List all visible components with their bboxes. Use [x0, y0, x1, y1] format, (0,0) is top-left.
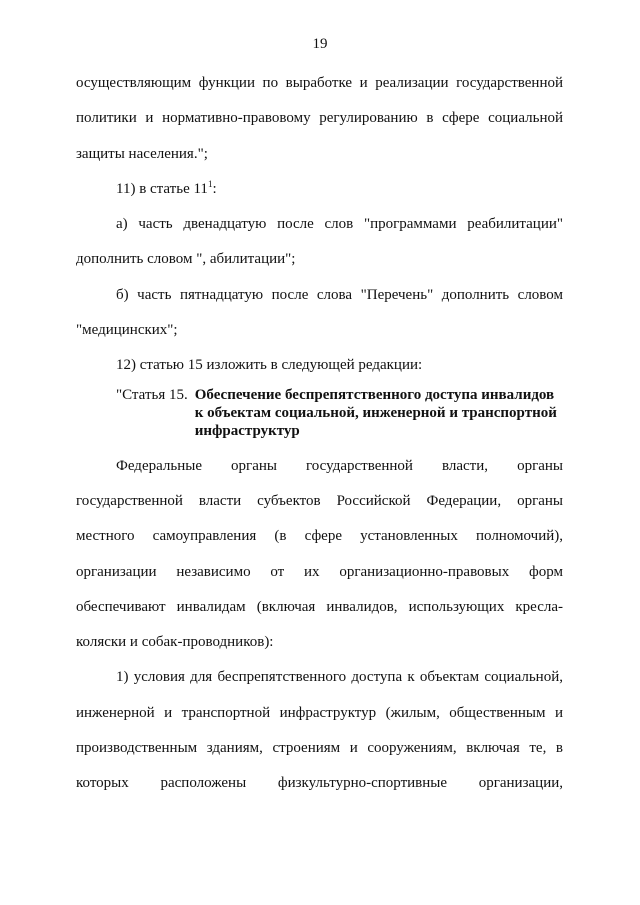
paragraph-item-11 — [76, 172, 563, 207]
paragraph-article-intro: Федеральные органы государственной власти, органы государственной власти субъектов Российской Федерации, органы местного самоуправления (в сфере установленных полномочий), организации независимо от их организационно-правовых форм обеспечивают инвалидам (включая инвалидов, использующих кресла-коляски и собак-проводников): — [76, 457, 563, 651]
paragraph-subitem-b: б) часть пятнадцатую после слова "Перечень" дополнить словом "медицинских"; — [76, 286, 563, 339]
paragraph-continuation: осуществляющим функции по выработке и реализации государственной политики и нормативно-правовому регулированию в сфере социальной защиты населения."; — [76, 75, 563, 162]
item-11-text: 11) в статье 11 — [116, 180, 208, 197]
article-title: Обеспечение беспрепятственного доступа инвалидов к объектам социальной, инженерной и транспортной инфраструктур — [194, 386, 557, 439]
article-label: "Статья 15. — [116, 386, 188, 403]
item-11-colon: : — [212, 180, 217, 197]
document-body — [76, 66, 563, 802]
paragraph-item-12: 12) статью 15 изложить в следующей редакции: — [116, 357, 423, 374]
paragraph-subitem-a: а) часть двенадцатую после слов "программами реабилитации" дополнить словом ", абилитации"; — [76, 216, 563, 268]
page-number: 19 — [312, 36, 328, 52]
paragraph-article-item-1: 1) условия для беспрепятственного доступа к объектам социальной, инженерной и транспортной инфраструктур (жилым, общественным и производственным зданиям, строениям и сооружениям, включая те, в которых расположены физкультурно-спортивные организации, — [76, 669, 563, 792]
article-heading — [116, 386, 563, 440]
item-11-superscript: 1 — [207, 178, 213, 189]
